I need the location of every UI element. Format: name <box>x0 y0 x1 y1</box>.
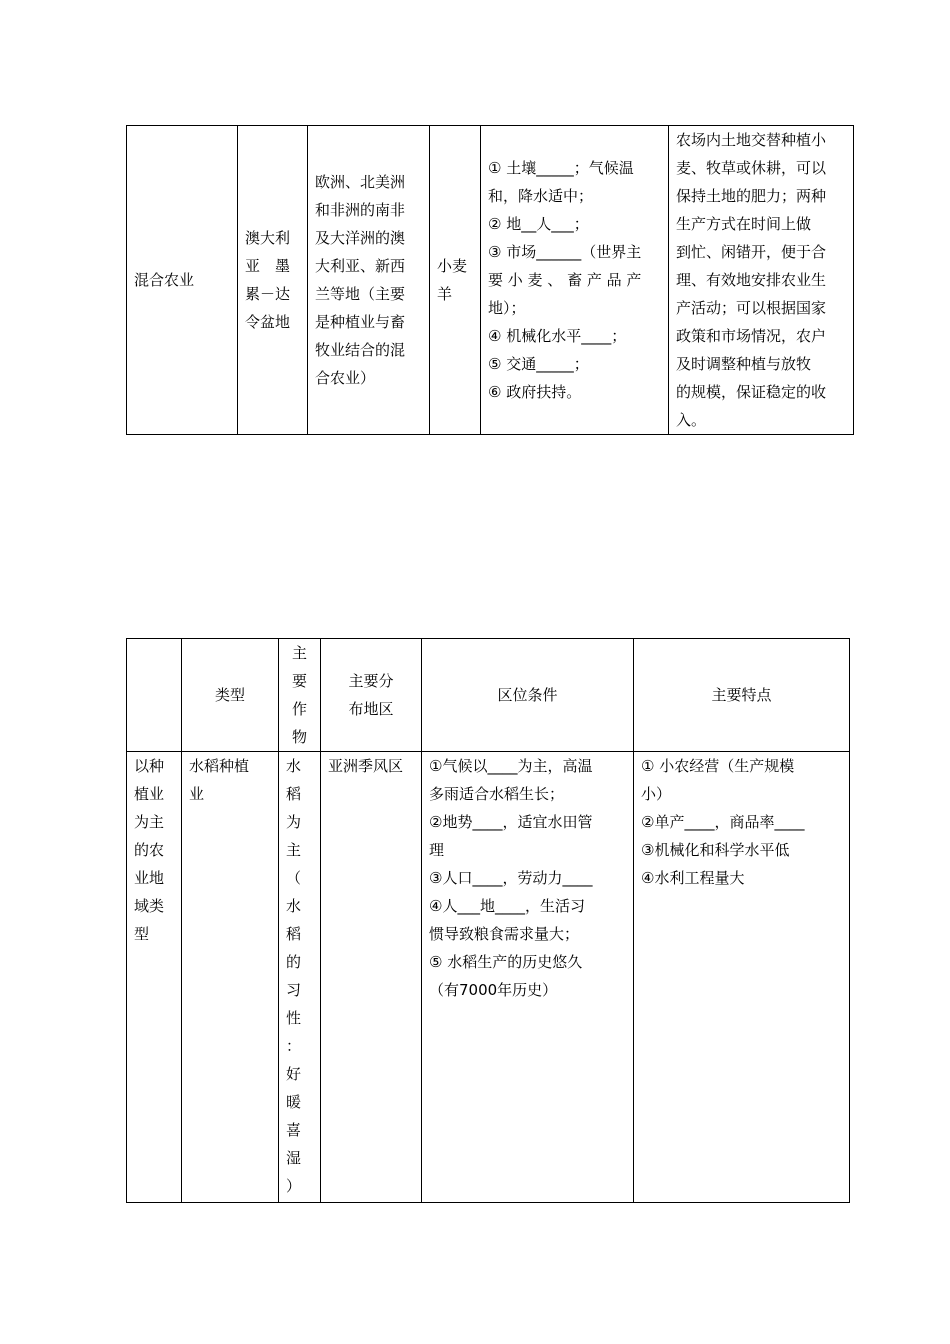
type-cell: 水稻种植 业 <box>182 752 279 1203</box>
header-features: 主要特点 <box>634 639 850 752</box>
crop-cell: 水 稻 为 主 （ 水 稻 的 习 性 ： 好 暖 喜 湿 ） <box>279 752 321 1203</box>
features-cell: ① 小农经营（生产规模 小） ②单产____，商品率____ ③机械化和科学水平低 ④水利工程量大 <box>634 752 850 1203</box>
header-type: 类型 <box>182 639 279 752</box>
header-conditions: 区位条件 <box>422 639 634 752</box>
table-row <box>127 752 850 1203</box>
header-distribution: 主要分 布地区 <box>321 639 422 752</box>
header-blank <box>127 639 182 752</box>
table-row <box>127 126 854 435</box>
category-cell: 以种 植业 为主 的农 业地 域类 型 <box>127 752 182 1203</box>
rice-farming-table <box>126 638 850 1203</box>
header-crop: 主 要 作 物 <box>279 639 321 752</box>
table-header-row <box>127 639 850 752</box>
distribution-cell: 欧洲、北美洲 和非洲的南非 及大洋洲的澳 大利亚、新西 兰等地（主要 是种植业与畜 牧业结合的混 合农业） <box>308 126 430 435</box>
features-cell: 农场内土地交替种植小 麦、牧草或休耕，可以 保持土地的肥力；两种 生产方式在时间上做 到忙、闲错开，便于合 理、有效地安排农业生 产活动；可以根据国家 政策和市场情况，农户 及时调整种植与放牧 的规模，保证稳定的收 入。 <box>669 126 854 435</box>
distribution-cell: 亚洲季风区 <box>321 752 422 1203</box>
conditions-cell: ① 土壤_____；气候温 和，降水适中； ② 地__人___； ③ 市场______（世界主 要 小 麦 、 畜 产 品 产 地）； ④ 机械化水平____； ⑤ 交通_____； ⑥ 政府扶持。 <box>481 126 669 435</box>
crop-cell: 小麦 羊 <box>430 126 481 435</box>
region-cell: 澳大利 亚 墨 累－达 令盆地 <box>238 126 308 435</box>
type-cell: 混合农业 <box>127 126 238 435</box>
mixed-farming-table <box>126 125 854 435</box>
conditions-cell: ①气候以____为主，高温 多雨适合水稻生长； ②地势____，适宜水田管 理 ③人口____，劳动力____ ④人___地____，生活习 惯导致粮食需求量大； ⑤ 水稻生产的历史悠久 （有7000年历史） <box>422 752 634 1203</box>
